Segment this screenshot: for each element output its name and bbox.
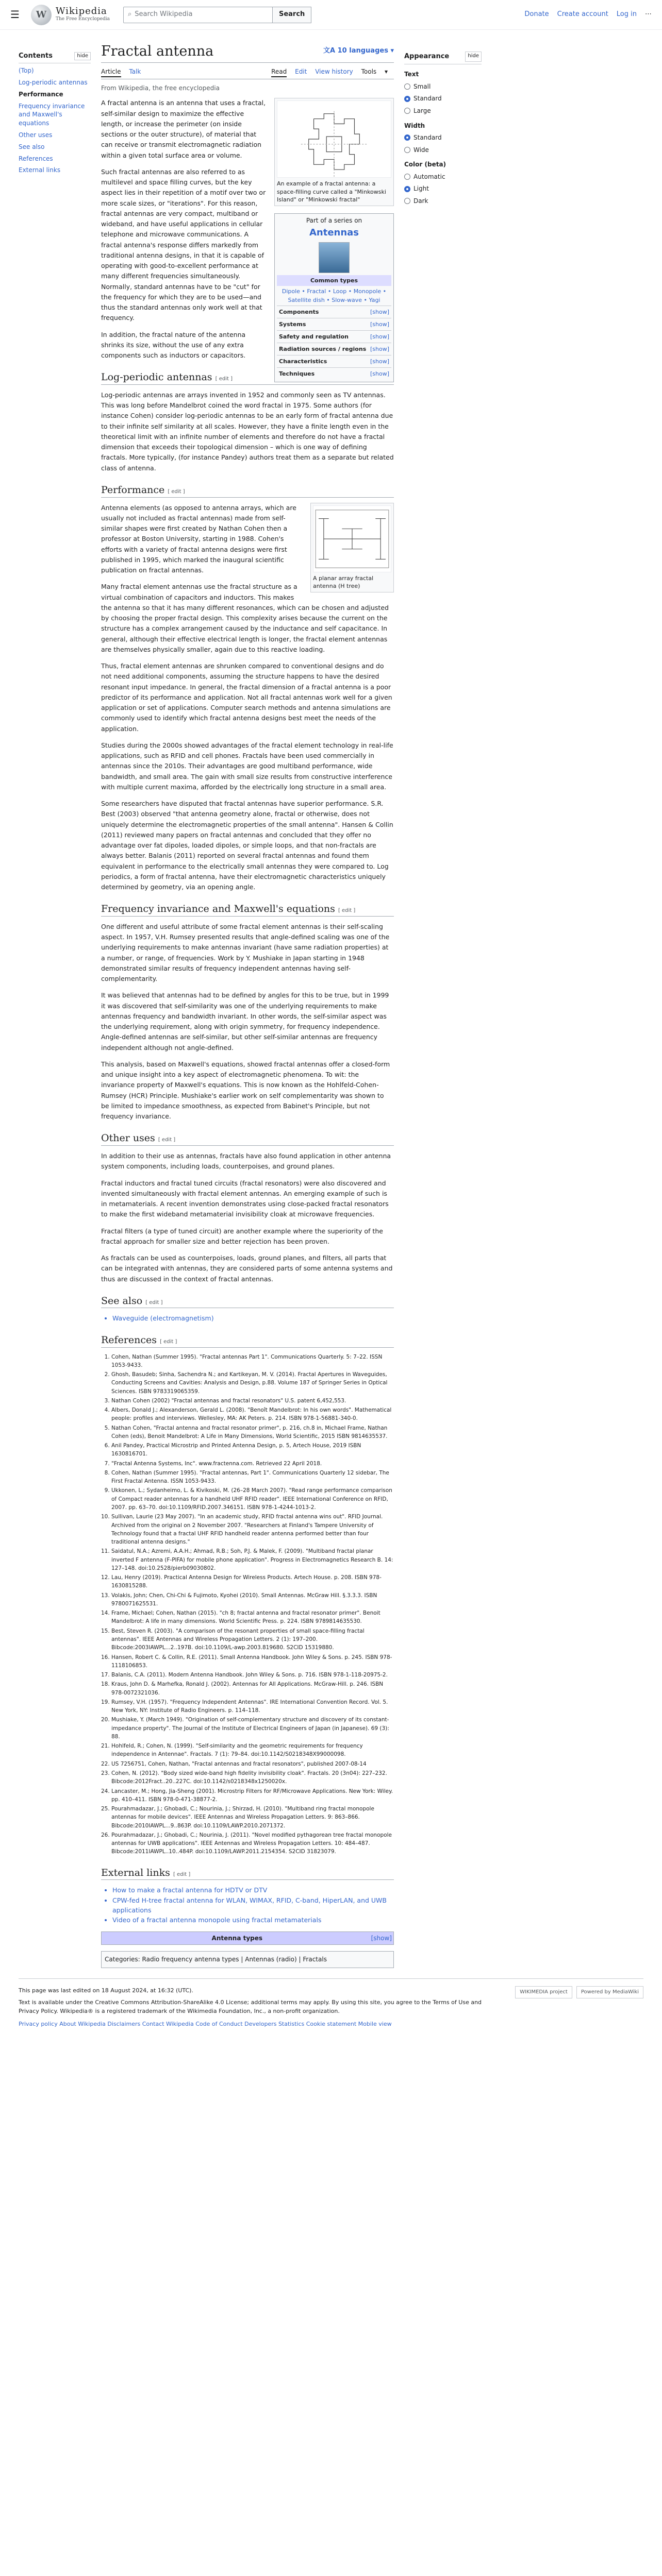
main-menu-icon[interactable]: ☰ xyxy=(10,8,20,21)
text-small-radio[interactable]: Small xyxy=(404,82,482,92)
reference-item[interactable]: 21. Hohlfeld, R.; Cohen, N. (1999). "Self-similarity and the geometric requirements for frequency independence in Antennae". Fractals. 7 (1): 79–84. doi:10.1142/S0218348X99000098. xyxy=(111,1742,394,1759)
other-paragraph-3: Fractal filters (a type of tuned circuit) are another example where the superiority of the fractal approach for smaller size and better rejection has been proven. xyxy=(101,1227,383,1245)
reference-item[interactable]: 19. Rumsey, V.H. (1957). "Frequency Independent Antennas". IRE International Convention Record. Vol. 5. New York, NY: Institute of Radio Engineers. p. 114–118. xyxy=(111,1698,394,1715)
perf-paragraph-5: Some researchers have disputed that fractal antennas have superior performance. S.R. Best (2003) observed "that antenna geometry alone, fractal or otherwise, does not uniquely determine the electromagnetic properties of the small antenna". Hansen & Collin (2011) reviewed many papers on fractal antennas and concluded that they offer no advantage over fat dipoles, loaded dipoles, or simple loops, and that non-fractals are always better. Balanis (2011) reported on several fractal antennas and found them equivalent in performance to the electrically small antennas they were compared to. Log periodics, a form of fractal antenna, have their electromagnetic characteristics uniquely determined by geometry, via an opening angle. xyxy=(101,800,393,891)
reference-item[interactable]: 7. "Fractal Antenna Systems, Inc". www.fractenna.com. Retrieved 22 April 2018. xyxy=(111,1460,394,1468)
heading-frequency: Frequency invariance and Maxwell's equations [ edit ] xyxy=(101,903,394,917)
reference-item[interactable]: 1. Cohen, Nathan (Summer 1995). "Fractal antennas Part 1". Communications Quarterly. 5: 7–22. ISSN 1053-9433. xyxy=(111,1353,394,1370)
tab-history[interactable]: View history xyxy=(315,68,353,76)
freq-paragraph-1: One different and useful attribute of some fractal element antennas is their self-scaling aspect. In 1957, V.H. Rumsey presented results that angle-defined scaling was one of the underlying requirements to make antennas invariant (have same radiation properties) at a number, or range, of frequencies. Work by Y. Mushiake in Japan starting in 1948 demonstrated similar results of frequency independent antennas having self-complementarity. xyxy=(101,922,390,983)
antenna-tower-image[interactable] xyxy=(319,242,350,273)
personal-tools xyxy=(524,9,652,20)
reference-item[interactable]: 14. Frame, Michael; Cohen, Nathan (2015). "ch 8; fractal antenna and fractal resonator primer". Benoit Mandelbrot: A life in many dimensions. World Scientific Press. p. 224. ISBN 9789814635530. xyxy=(111,1609,394,1626)
navbox-series-link[interactable]: Antennas xyxy=(309,227,359,239)
text-large-radio[interactable]: Large xyxy=(404,106,482,116)
perf-paragraph-4: Studies during the 2000s showed advantages of the fractal element technology in real-life applications, such as RFID and cell phones. Fractals have been used commercially in antennas since the 2010s. Their advantages are good multiband performance, wide bandwidth, and small area. The gain with small size results from constructive interference with multiple current maxima, afforded by the electrically long structure in a small area. xyxy=(101,741,393,791)
tab-read[interactable]: Read xyxy=(271,68,287,77)
heading-external-links: External links [ edit ] xyxy=(101,1867,394,1880)
page-tabs xyxy=(101,67,394,79)
color-label: Color (beta) xyxy=(404,161,446,168)
toc-item-log-periodic[interactable]: Log-periodic antennas xyxy=(19,78,88,86)
table-of-contents xyxy=(19,52,91,178)
edit-section-link[interactable]: [ edit ] xyxy=(168,488,185,495)
log-paragraph: Log-periodic antennas are arrays invented in 1952 and commonly seen as TV antennas. This was long before Mandelbrot coined the word fractal in 1975. Some authors (for instance Cohen) consider log-periodic antennas to be an early form of fractal antenna due to their infinite self similarity at all scales. However, they have a finite length even in the theoretical limit with an infinite number of elements and therefore do not have a fractal dimension that exceeds their topological dimension – which is one way of defining fractals. More typically, (for instance Pandey) authors treat them as a separate but related class of antenna. xyxy=(101,391,394,472)
reference-item[interactable]: 17. Balanis, C.A. (2011). Modern Antenna Handbook. John Wiley & Sons. p. 716. ISBN 978-1-118-20975-2. xyxy=(111,1671,394,1679)
search-button[interactable]: Search xyxy=(272,7,311,23)
antenna-types-header[interactable]: Antenna types [show] xyxy=(102,1932,393,1945)
reference-item[interactable]: 26. Pourahmadazar, J.; Ghobadi, C.; Nourinia, J. (2011). "Novel modified pythagorean tree fractal monopole antennas for UWB applications". IEEE Antennas and Wireless Propagation Letters. 10: 484–487. Bibcode:2011IAWPL..10..484P. doi:10.1109/LAWP.2011.2154354. S2CID 31823079. xyxy=(111,1831,394,1856)
toc-item-references[interactable]: References xyxy=(19,155,53,162)
references-list xyxy=(101,1353,394,1856)
edit-section-link[interactable]: [ edit ] xyxy=(338,908,356,914)
color-automatic-radio[interactable]: Automatic xyxy=(404,172,482,182)
reference-item[interactable]: 13. Volakis, John; Chen, Chi-Chi & Fujimoto, Kyohei (2010). Small Antennas. McGraw Hill. §.3.3.3. ISBN 9780071625531. xyxy=(111,1591,394,1608)
perf-paragraph-3: Thus, fractal element antennas are shrunken compared to conventional designs and do not need additional components, assuming the structure happens to have the desired resonant input impedance. In general, the fractal dimension of a fractal antenna is a poor predictor of its performance and application. Not all fractal antennas work well for a given application or set of applications. Computer search methods and antenna simulations are commonly used to identify which fractal antenna designs best meet the needs of the application. xyxy=(101,662,392,733)
toc-item-external-links[interactable]: External links xyxy=(19,166,61,174)
tab-article[interactable]: Article xyxy=(101,68,121,77)
create-account-link[interactable]: Create account xyxy=(557,10,608,19)
tab-edit[interactable]: Edit xyxy=(295,68,307,76)
navbox-common-types: Common types xyxy=(277,275,391,286)
figure-caption: An example of a fractal antenna: a space-filling curve called a "Minkowski Island" or "Minkowski fractal" xyxy=(277,180,386,204)
heading-log-periodic: Log-periodic antennas [ edit ] xyxy=(101,371,394,385)
width-label: Width xyxy=(404,122,425,129)
toc-hide-button[interactable]: hide xyxy=(74,52,91,60)
toc-item-frequency[interactable]: Frequency invariance and Maxwell's equations xyxy=(19,102,85,127)
appearance-title: Appearance xyxy=(404,53,450,60)
other-paragraph-2: Fractal inductors and fractal tuned circuits (fractal resonators) were also discovered and invented simultaneously with fractal element antennas. An emerging example of such is in metamaterials. A recent invention demonstrates using close-packed fractal resonators to make the first wideband metamaterial invisibility cloak at microwave frequencies. xyxy=(101,1179,389,1218)
heading-other-uses: Other uses [ edit ] xyxy=(101,1132,394,1146)
search-input[interactable] xyxy=(123,7,273,23)
search-placeholder: Search Wikipedia xyxy=(135,10,193,19)
navbox-row-techniques[interactable]: Techniques [show] xyxy=(277,367,391,380)
reference-item[interactable]: 2. Ghosh, Basudeb; Sinha, Sachendra N.; and Kartikeyan, M. V. (2014). Fractal Apertures in Waveguides, Conducting Screens and Cavities: Analysis and Design, p.88. Volume 187 of Springer Series in Optical Sciences. ISBN 9783319065359. xyxy=(111,1370,394,1396)
figure-minkowski xyxy=(274,98,394,206)
navbox-row-safety[interactable]: Safety and regulation [show] xyxy=(277,330,391,343)
navbox-show-link[interactable]: [show] xyxy=(371,1934,392,1942)
edit-section-link[interactable]: [ edit ] xyxy=(160,1338,177,1345)
edit-section-link[interactable]: [ edit ] xyxy=(173,1871,191,1877)
page-footer xyxy=(19,1978,643,2028)
mediawiki-badge[interactable]: Powered by MediaWiki xyxy=(576,1986,643,1998)
navbox-types-list[interactable]: Dipole • Fractal • Loop • Monopole • Satellite dish • Slow-wave • Yagi xyxy=(282,287,387,304)
language-button[interactable]: 文A 10 languages ▾ xyxy=(323,47,394,55)
intro-paragraph-1: A fractal antenna is an antenna that uses a fractal, self-similar design to maximize the effective length, or increase the perimeter (on inside sections or the outer structure), of material that can receive or transmit electromagnetic radiation within a given total surface area or volume. xyxy=(101,99,266,159)
text-standard-radio[interactable]: Standard xyxy=(404,94,482,104)
figure-h-tree xyxy=(310,503,394,593)
antennas-sidebar xyxy=(274,213,394,382)
toc-item-top[interactable]: (Top) xyxy=(19,67,34,75)
reference-item[interactable]: 18. Kraus, John D. & Marhefka, Ronald J. (2002). Antennas for All Applications. McGraw-Hill. p. 246. ISBN 978-0072321036. xyxy=(111,1680,394,1697)
reference-item[interactable]: 8. Cohen, Nathan (Summer 1995). "Fractal antennas, Part 1". Communications Quarterly 12 sidebar, The First Fractal Antenna. ISSN 1053-9433. xyxy=(111,1469,394,1486)
reference-item[interactable]: 22. US 7256751, Cohen, Nathan, "Fractal antennas and fractal resonators", published 2007-08-14 xyxy=(111,1760,394,1768)
heading-references: References [ edit ] xyxy=(101,1334,394,1348)
heading-performance: Performance [ edit ] xyxy=(101,484,394,498)
reference-item[interactable]: 16. Hansen, Robert C. & Collin, R.E. (2011). Small Antenna Handbook. John Wiley & Sons. p. 245. ISBN 978-1118106853. xyxy=(111,1653,394,1670)
login-link[interactable]: Log in xyxy=(616,10,637,19)
wordmark: Wikipedia xyxy=(56,5,107,16)
donate-link[interactable]: Donate xyxy=(524,10,549,19)
intro-paragraph-3: In addition, the fractal nature of the antenna shrinks its size, without the use of any extra components such as inductors or capacitors. xyxy=(101,330,246,360)
intro-paragraph-2: Such fractal antennas are also referred to as multilevel and space filling curves, but the key aspect lies in their repetition of a motif over two or more scale sizes, or "iterations". For this reason, fractal antennas are very compact, multiband or wideband, and have useful applications in cellular telephone and microwave communications. A fractal antenna's response differs markedly from traditional antenna designs, in that it is capable of operating with good-to-excellent performance at many different frequencies simultaneously. Normally, standard antennas have to be "cut" for the frequency for which they are to be used—and thus the standard antennas only work well at that frequency. xyxy=(101,167,266,322)
license-text: Text is available under the Creative Commons Attribution-ShareAlike 4.0 License; additional terms may apply. By using this site, you agree to the Terms of Use and Privacy Policy. Wikipedia® is a registered trademark of the Wikimedia Foundation, Inc., a non-profit organization. xyxy=(19,1999,482,2015)
navbox-row-characteristics[interactable]: Characteristics [show] xyxy=(277,355,391,367)
minkowski-fractal-image[interactable] xyxy=(277,100,391,178)
reference-item[interactable]: 4. Albers, Donald J.; Alexanderson, Gerald L. (2008). "Benoît Mandelbrot: In his own words". Mathematical people: profiles and interviews. Wellesley, MA: AK Peters. p. 214. ISBN 978-1-56881-340-0. xyxy=(111,1406,394,1423)
reference-item[interactable]: 9. Ukkonen, L.; Sydanheimo, L. & Kivikoski, M. (26–28 March 2007). "Read range performance comparison of Compact reader antennas for a handheld UHF RFID reader". IEEE International Conference on RFID, 2007. pp. 63–70. doi:10.1109/RFID.2007.346151. ISBN 978-1-4244-1013-2. xyxy=(111,1486,394,1512)
navbox-part-of: Part of a series on xyxy=(306,217,362,225)
antenna-types-navbox xyxy=(101,1931,394,1945)
last-edited: This page was last edited on 18 August 2024, at 16:32 (UTC). xyxy=(19,1987,193,1994)
navbox-row-systems[interactable]: Systems [show] xyxy=(277,318,391,330)
toc-item-other-uses[interactable]: Other uses xyxy=(19,131,53,139)
footer-links[interactable]: Privacy policy About Wikipedia Disclaimers Contact Wikipedia Code of Conduct Developers Statistics Cookie statement Mobile view xyxy=(19,2021,392,2028)
perf-paragraph-2: Many fractal element antennas use the fractal structure as a virtual combination of capacitors and inductors. This makes the antenna so that it has many different resonances, which can be chosen and adjusted by choosing the proper fractal design. This complexity arises because the current on the structure has a complex arrangement caused by the inductance and self capacitance. In general, although their effective electrical length is longer, the fractal element antennas are themselves physically smaller, again due to this reactive loading. xyxy=(101,583,389,653)
wikipedia-globe-icon: W xyxy=(31,5,52,25)
tools-menu[interactable]: Tools ▾ xyxy=(361,68,388,76)
heading-see-also: See also [ edit ] xyxy=(101,1295,394,1309)
more-options-icon[interactable]: ⋯ xyxy=(645,10,652,19)
see-also-item[interactable]: • Waveguide (electromagnetism) xyxy=(112,1313,394,1323)
reference-item[interactable]: 5. Nathan Cohen, "Fractal antenna and fractal resonator primer", p. 216, ch.8 in, Michael Frame, Nathan Cohen (eds), Benoit Mandelbrot: A Life in Many Dimensions, World Scientific, 2015 ISBN 9814635537. xyxy=(111,1424,394,1441)
appearance-hide-button[interactable]: hide xyxy=(465,52,482,62)
page-title: Fractal antenna xyxy=(101,43,214,59)
color-light-radio[interactable]: Light xyxy=(404,184,482,194)
wikipedia-logo[interactable] xyxy=(31,5,110,25)
freq-paragraph-3: This analysis, based on Maxwell's equations, showed fractal antennas offer a closed-form and unique insight into a key aspect of electromagnetic phenomena. To wit: the invariance property of Maxwell's equations. This is now known as the Hohlfeld-Cohen-Rumsey (HCR) Principle. Mushiake's earlier work on self complementarity was shown to be limited to impedance smoothness, as expected from Babinet's Principle, but not frequency invariance. xyxy=(101,1060,390,1121)
color-dark-radio[interactable]: Dark xyxy=(404,196,482,206)
article-content xyxy=(101,42,394,1968)
wikimedia-badge[interactable]: WIKIMEDIA project xyxy=(515,1986,572,1998)
other-paragraph-1: In addition to their use as antennas, fractals have also found application in other antenna system components, including loads, counterpoises, and ground planes. xyxy=(101,1152,391,1171)
tagline: The Free Encyclopedia xyxy=(56,16,110,22)
reference-item[interactable]: 23. Cohen, N. (2012). "Body sized wide-band high fidelity invisibility cloak". Fractals. 20 (3n04): 227–232. Bibcode:2012Fract..20..227C. doi:10.1142/s0218348x1250020x. xyxy=(111,1769,394,1786)
reference-item[interactable]: 6. Anil Pandey, Practical Microstrip and Printed Antenna Design, p. 5, Artech House, 2019 ISBN 1630816701. xyxy=(111,1442,394,1459)
search-icon: ⌕ xyxy=(127,10,132,19)
other-paragraph-4: As fractals can be used as counterpoises, loads, ground planes, and filters, all parts that can be integrated with antennas, they are considered parts of some antenna systems and thus are discussed in the context of fractal antennas. xyxy=(101,1254,393,1283)
reference-item[interactable]: 11. Saidatul, N.A.; Azremi, A.A.H.; Ahmad, R.B.; Soh, P.J. & Malek, F. (2009). "Multiband fractal planar inverted F antenna (F-PIFA) for mobile phone application". Progress in Electromagnetics Research B. 14: 127–148. doi:10.2528/pierb09030802. xyxy=(111,1547,394,1572)
edit-section-link[interactable]: [ edit ] xyxy=(215,376,233,382)
see-also-list xyxy=(101,1313,394,1323)
reference-item[interactable]: 25. Pourahmadazar, J.; Ghobadi, C.; Nourinia, J.; Shirzad, H. (2010). "Multiband ring fractal monopole antennas for mobile devices". IEEE Antennas and Wireless Propagation Letters. 9: 863–866. Bibcode:2010IAWPL...9..863P. doi:10.1109/LAWP.2010.2071372. xyxy=(111,1805,394,1830)
header-bar xyxy=(0,0,662,30)
h-tree-array-image[interactable] xyxy=(313,505,391,572)
toc-title: Contents xyxy=(19,52,53,60)
perf-paragraph-1: Antenna elements (as opposed to antenna arrays, which are usually not included as fractal antennas) made from self-similar shapes were first created by Nathan Cohen then a professor at Boston University, starting in 1988. Cohen's efforts with a variety of fractal antenna designs were first published in 1995, which marked the inaugural scientific publication on fractal antennas. xyxy=(101,503,296,574)
width-standard-radio[interactable]: Standard xyxy=(404,133,482,143)
figure-caption: A planar array fractal antenna (H tree) xyxy=(313,574,374,589)
toc-item-performance[interactable]: Performance xyxy=(19,90,63,98)
reference-item[interactable]: 12. Lau, Henry (2019). Practical Antenna Design for Wireless Products. Artech House. p. 208. ISBN 978-1630815288. xyxy=(111,1573,394,1590)
navbox-row-components[interactable]: Components [show] xyxy=(277,306,391,318)
appearance-panel xyxy=(404,52,482,209)
text-size-label: Text xyxy=(404,71,419,78)
external-link-item[interactable]: • CPW-fed H-tree fractal antenna for WLAN, WIMAX, RFID, C-band, HiperLAN, and UWB applications xyxy=(112,1895,394,1916)
reference-item[interactable]: 24. Lancaster, M.; Hong, Jia-Sheng (2001). Microstrip Filters for RF/Microwave Applications. New York: Wiley. pp. 410–411. ISBN 978-0-471-38877-2. xyxy=(111,1787,394,1804)
external-link-item[interactable]: • Video of a fractal antenna monopole using fractal metamaterials xyxy=(112,1915,394,1925)
reference-item[interactable]: 20. Mushiake, Y. (March 1949). "Origination of self-complementary structure and discovery of its constant-impedance property". The Journal of the Institute of Electrical Engineers of Japan (in Japanese). 69 (3): 88. xyxy=(111,1716,394,1741)
tab-talk[interactable]: Talk xyxy=(129,68,141,76)
width-wide-radio[interactable]: Wide xyxy=(404,145,482,155)
toc-item-see-also[interactable]: See also xyxy=(19,143,45,150)
edit-section-link[interactable]: [ edit ] xyxy=(145,1299,163,1306)
from-wikipedia: From Wikipedia, the free encyclopedia xyxy=(101,84,220,92)
external-link-item[interactable]: • How to make a fractal antenna for HDTV or DTV xyxy=(112,1885,394,1895)
edit-section-link[interactable]: [ edit ] xyxy=(158,1137,176,1143)
reference-item[interactable]: 15. Best, Steven R. (2003). "A comparison of the resonant properties of small space-filling fractal antennas". IEEE Antennas and Wireless Propagation Letters. 2 (1): 197–200. Bibcode:2003IAWPL...2..197B. doi:10.1109/L-awp.2003.819680. S2CID 15319880. xyxy=(111,1627,394,1652)
categories-box[interactable]: Categories: Radio frequency antenna types | Antennas (radio) | Fractals xyxy=(101,1951,394,1968)
external-links-list xyxy=(101,1885,394,1925)
reference-item[interactable]: 3. Nathan Cohen (2002) "Fractal antennas and fractal resonators" U.S. patent 6,452,553. xyxy=(111,1397,394,1405)
navbox-row-radiation[interactable]: Radiation sources / regions [show] xyxy=(277,343,391,355)
freq-paragraph-2: It was believed that antennas had to be defined by angles for this to be true, but in 1999 it was discovered that self-similarity was one of the underlying requirements to make antennas frequency and bandwidth invariant. In other words, the self-similar aspect was the underlying requirement, along with origin symmetry, for frequency independence. Angle-defined antennas are self-similar, but other self-similar antennas are frequency independent although not angle-defined. xyxy=(101,991,389,1052)
reference-item[interactable]: 10. Sullivan, Laurie (23 May 2007). "In an academic study, RFID fractal antenna wins out". RFID Journal. Archived from the original on 2 November 2007. "Researchers at Finland's Tampere University of Technology found that a fractal UHF RFID handheld reader antenna performed better than four traditional antenna designs." xyxy=(111,1513,394,1546)
